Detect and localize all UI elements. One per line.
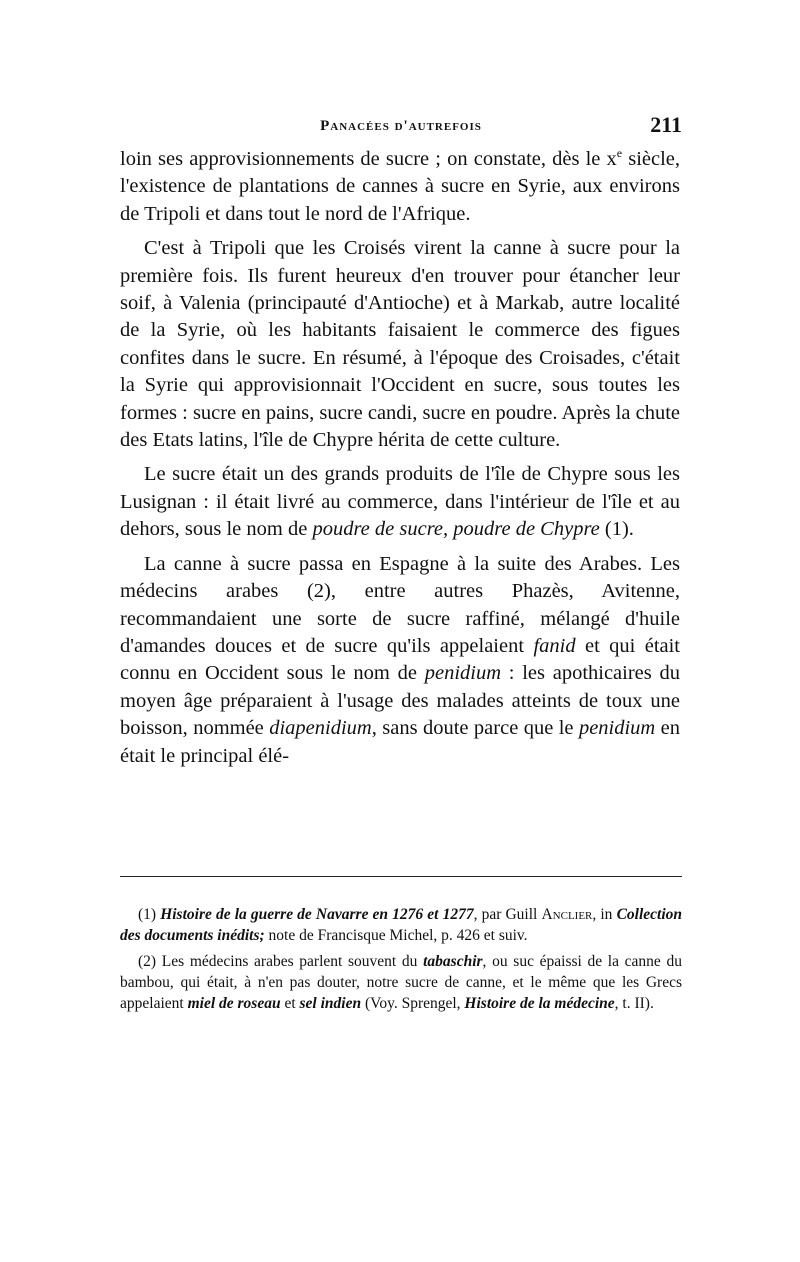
paragraph-4-text-b: et qui était connu en Occident sous le nom de (120, 634, 681, 685)
paragraph-3-text-a: Le sucre était un des grands produits de l'île de Chypre sous les Lusignan : il était livré au commerce, dans l'intérieur de l'île et au dehors, sous le nom de (120, 463, 680, 541)
paragraph-3 (120, 461, 680, 543)
paragraph-1-text-a: loin ses approvisionnements de sucre ; on constate, dès le x (120, 148, 617, 170)
paragraph-4 (120, 551, 680, 770)
footnote-divider (120, 876, 682, 877)
running-title: Panacées d'autrefois (320, 118, 482, 134)
footnote-2-italic-miel: miel de roseau (187, 995, 281, 1013)
footnote-1-italic-title: Histoire de la guerre de Navarre en 1276 et 1277 (160, 906, 474, 923)
footnote-1-text-c: , in (592, 906, 617, 923)
footnote-1-author: Anclier (541, 906, 593, 923)
footnote-1-text-b: , par Guill (473, 906, 542, 923)
paragraph-4-text-c: : les apothicaires du moyen âge préparaient à l'usage des malades atteints de toux une boisson, nommée (120, 662, 681, 740)
footnote-2-text-c: et (280, 995, 300, 1013)
footnote-1-text-d: note de Francisque Michel, p. 426 et suiv. (264, 927, 528, 945)
paragraph-3-text-b: (1). (599, 518, 634, 541)
paragraph-2: C'est à Tripoli que les Croisés virent la canne à sucre pour la première fois. Ils furent heureux d'en trouver pour étancher leur soif, à Valenia (principauté d'Antioche) et à Markab, autre localité de la Syrie, où les habitants faisaient le commerce des figues confites dans le sucre. En résumé, à l'époque des Croisades, c'était la Syrie qui approvisionnait l'Occident en sucre, sous toutes les formes : sucre en pains, sucre candi, sucre en poudre. Après la chute des Etats latins, l'île de Chypre hérita de cette culture. (120, 237, 680, 452)
page-number: 211 (650, 112, 682, 137)
footnote-2-italic-tabaschir: tabaschir (423, 952, 483, 970)
footnote-2-text-d: (Voy. Sprengel, (361, 995, 465, 1013)
paragraph-4-italic-penidium: penidium (424, 662, 502, 685)
paragraph-1 (120, 146, 680, 228)
footnote-1-text-a: (1) (138, 906, 161, 923)
footnote-2-text-a: (2) Les médecins arabes parlent souvent du (138, 952, 424, 970)
footnote-2 (120, 951, 682, 1015)
paragraph-3-italic-1: poudre de sucre, poudre de Chypre (312, 518, 600, 541)
paragraph-4-text-e: en était le principal élé- (120, 717, 680, 767)
footnote-2-italic-histoire: Histoire de la médecine (464, 995, 615, 1013)
footnote-2-text-b: , ou suc épaissi de la canne du bambou, qui était, à n'en pas douter, notre sucre de canne, et le même que les Grecs appelaient (120, 952, 682, 1013)
footnote-1-italic-collection: Collection des documents inédits; (120, 906, 683, 945)
footnote-1 (120, 904, 682, 947)
superscript-e: e (616, 146, 623, 161)
paragraph-4-italic-fanid: fanid (533, 634, 576, 657)
paragraph-4-text-d: , sans doute parce que le (371, 717, 579, 740)
running-header (120, 112, 682, 142)
footnote-2-text-e: , t. II). (614, 995, 654, 1013)
footnote-2-italic-sel: sel indien (299, 995, 362, 1013)
paragraph-4-text-a: La canne à sucre passa en Espagne à la suite des Arabes. Les médecins arabes (2), entre autres Phazès, Avitenne, recommandaient une sorte de sucre raffiné, mélangé d'huile d'amandes douces et de sucre qu'ils appelaient (120, 552, 680, 657)
paragraph-4-italic-diapenidium: diapenidium (269, 717, 372, 740)
footnotes (120, 904, 682, 1018)
paragraph-4-italic-penidium-2: penidium (578, 717, 656, 740)
paragraph-1-text-b: siècle, l'existence de plantations de cannes à sucre en Syrie, aux environs de Tripoli et dans tout le nord de l'Afrique. (120, 148, 681, 225)
main-text (120, 146, 680, 777)
